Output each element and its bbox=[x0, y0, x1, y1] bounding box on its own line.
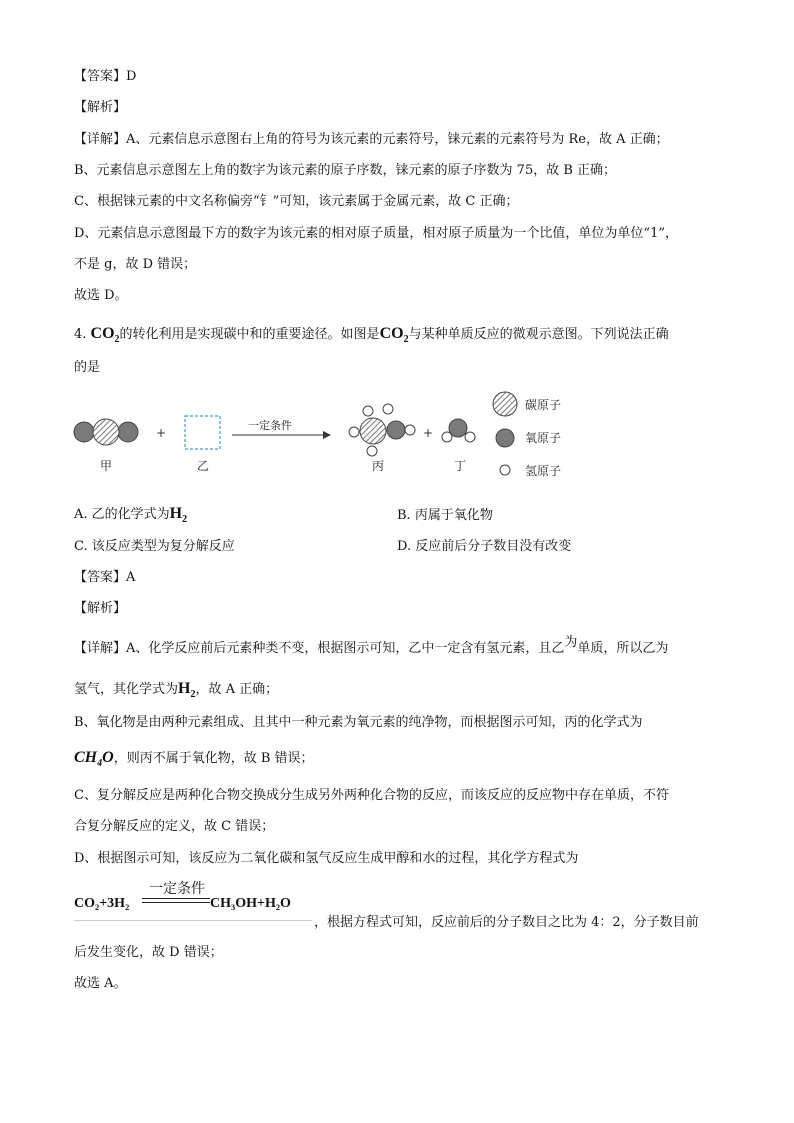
detail-a-2-line2: 氢气，其化学式为$H_2$，故 A 正确； bbox=[74, 680, 279, 701]
analysis-label-1: 【解析】 bbox=[74, 100, 127, 115]
ch4o-formula: $CH_4O$ bbox=[74, 749, 114, 770]
methanol-molecule bbox=[349, 404, 415, 456]
legend-carbon: 碳原子 bbox=[525, 398, 562, 412]
detail-b-1: B、元素信息示意图左上角的数字为该元素的原子序数，铼元素的原子序数为 75，故 B 正确； bbox=[74, 163, 617, 178]
detail-d-2-line2: ，根据方程式可知，反应前后的分子数目之比为 4：2，分子数目前 bbox=[314, 915, 699, 930]
analysis-label-2: 【解析】 bbox=[74, 601, 127, 616]
detail-c-2-line2: 合复分解反应的定义，故 C 错误； bbox=[74, 819, 275, 834]
option-c: C. 该反应类型为复分解反应 bbox=[74, 539, 235, 554]
equation-left: CO₂+3H₂ bbox=[74, 896, 130, 911]
option-d: D. 反应前后分子数目没有改变 bbox=[397, 539, 572, 554]
equation-condition: 一定条件 bbox=[149, 881, 205, 897]
conclusion-1: 故选 D。 bbox=[74, 288, 128, 303]
detail-a-2-line1: 【详解】A、化学反应前后元素种类不变，根据图示可知，乙中一定含有氢元素，且乙为单质，所以乙为 bbox=[74, 635, 669, 656]
question-number: 4. bbox=[74, 327, 87, 342]
question-4-line2: 的是 bbox=[74, 360, 101, 375]
co2-formula: $CO_2$ bbox=[90, 325, 120, 346]
co2-formula-2: $CO_2$ bbox=[379, 325, 409, 346]
arrow-head bbox=[323, 431, 331, 439]
legend-hydrogen: 氢原子 bbox=[525, 464, 562, 478]
detail-d-2-line1: D、根据图示可知，该反应为二氧化碳和氢气反应生成甲醇和水的过程，其化学方程式为 bbox=[74, 851, 579, 866]
arrow-condition: 一定条件 bbox=[248, 419, 292, 432]
detail-b-2-line1: B、氧化物是由两种元素组成、且其中一种元素为氧元素的纯净物，而根据图示可知，丙的化学式为 bbox=[74, 715, 643, 730]
detail-c-1: C、根据铼元素的中文名称偏旁“钅”可知，该元素属于金属元素，故 C 正确； bbox=[74, 194, 519, 209]
label-yi: 乙 bbox=[196, 459, 210, 473]
plus-2: + bbox=[422, 426, 434, 440]
label-jia: 甲 bbox=[99, 459, 113, 473]
detail-b-2-line2: $CH_4O$，则丙不属于氧化物，故 B 错误； bbox=[74, 749, 314, 770]
chemical-equation bbox=[74, 878, 314, 918]
plus-1: + bbox=[155, 426, 167, 440]
answer-label-2: 【答案】A bbox=[74, 570, 136, 585]
legend-oxygen-icon bbox=[496, 429, 514, 447]
reaction-diagram bbox=[60, 385, 600, 485]
detail-a-1: 【详解】A、元素信息示意图右上角的符号为该元素的元素符号，铼元素的元素符号为 Re，故 A 正确； bbox=[74, 132, 669, 147]
equation-right: CH₃OH+H₂O bbox=[210, 896, 291, 911]
equation-underline bbox=[74, 920, 312, 921]
legend-carbon-icon bbox=[493, 392, 517, 416]
detail-c-2-line1: C、复分解反应是两种化合物交换成分生成另外两种化合物的反应，而该反应的反应物中存在单质，不符 bbox=[74, 788, 669, 803]
answer-label-1: 【答案】D bbox=[74, 69, 137, 84]
equation-line-top bbox=[142, 898, 210, 899]
question-4-line1: 4. $CO_2$的转化利用是实现碳中和的重要途径。如图是$CO_2$与某种单质反应的微观示意图。下列说法正确 bbox=[74, 325, 669, 346]
legend-oxygen: 氧原子 bbox=[525, 431, 562, 445]
unknown-box bbox=[185, 416, 220, 449]
h2-formula: $H_2$ bbox=[169, 505, 188, 526]
equation-line-bottom bbox=[142, 902, 210, 903]
detail-d-2-line3: 后发生变化，故 D 错误； bbox=[74, 945, 223, 960]
legend-hydrogen-icon bbox=[500, 465, 510, 475]
label-bing: 丙 bbox=[371, 459, 385, 473]
option-a: A. 乙的化学式为$H_2$ bbox=[74, 505, 188, 526]
water-molecule bbox=[442, 419, 475, 442]
co2-molecule bbox=[74, 419, 138, 445]
detail-d-1-line2: 不是 g，故 D 错误； bbox=[74, 257, 197, 272]
conclusion-2: 故选 A。 bbox=[74, 976, 127, 991]
detail-d-1-line1: D、元素信息示意图最下方的数字为该元素的相对原子质量，相对原子质量为一个比值，单位为单位“1”， bbox=[74, 226, 678, 241]
option-b: B. 丙属于氧化物 bbox=[397, 508, 493, 523]
h2-formula-2: $H_2$ bbox=[178, 680, 196, 701]
label-ding: 丁 bbox=[453, 459, 467, 473]
